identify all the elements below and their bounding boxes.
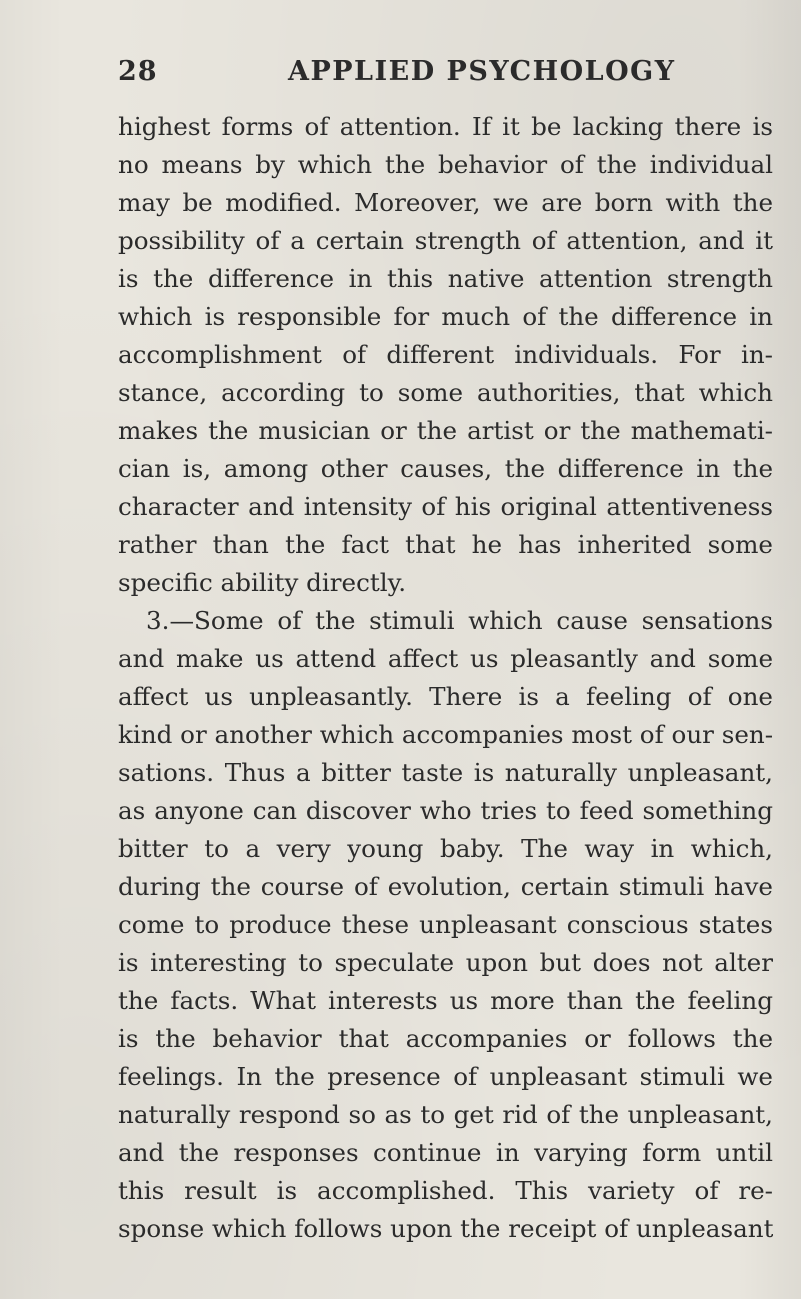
text-line: which is responsible for much of the difference in (118, 302, 773, 331)
text-line: rather than the fact that he has inherited some (118, 530, 773, 559)
text-line: highest forms of attention. If it be lacking there is (118, 112, 773, 141)
text-line: come to produce these unpleasant conscious states (118, 910, 773, 939)
text-line: and make us attend affect us pleasantly and some (118, 644, 773, 673)
text-line: affect us unpleasantly. There is a feeling of one (118, 682, 773, 711)
text-line: the facts. What interests us more than the feeling (118, 986, 773, 1015)
text-line: specific ability directly. (118, 568, 407, 597)
text-line: and the responses continue in varying form until (118, 1138, 773, 1167)
text-line: possibility of a certain strength of attention, and it (118, 226, 773, 255)
text-line: stance, according to some authorities, that which (118, 378, 773, 407)
text-line: is interesting to speculate upon but does not alter (118, 948, 773, 977)
text-line: naturally respond so as to get rid of the unpleasant, (118, 1100, 773, 1129)
text-line: character and intensity of his original attentiveness (118, 492, 773, 521)
text-line: during the course of evolution, certain stimuli have (118, 872, 773, 901)
running-title: APPLIED PSYCHOLOGY (288, 56, 676, 87)
text-line: sations. Thus a bitter taste is naturally unpleasant, (118, 758, 773, 787)
text-line: is the difference in this native attention strength (118, 264, 773, 293)
running-head (118, 52, 758, 92)
text-line: cian is, among other causes, the difference in the (118, 454, 773, 483)
text-line: kind or another which accompanies most of our sen- (118, 720, 773, 749)
text-line: as anyone can discover who tries to feed something (118, 796, 773, 825)
text-line: may be modified. Moreover, we are born with the (118, 188, 773, 217)
text-line: makes the musician or the artist or the mathemati- (118, 416, 773, 445)
text-line: bitter to a very young baby. The way in which, (118, 834, 773, 863)
text-line: no means by which the behavior of the individual (118, 150, 773, 179)
page-number: 28 (118, 56, 158, 87)
text-line: this result is accomplished. This variety of re- (118, 1176, 773, 1205)
body-text (118, 108, 773, 1248)
text-line: feelings. In the presence of unpleasant stimuli we (118, 1062, 773, 1091)
text-line: accomplishment of different individuals. For in- (118, 340, 773, 369)
text-line: sponse which follows upon the receipt of unpleasant (118, 1214, 773, 1243)
text-line: is the behavior that accompanies or follows the (118, 1024, 773, 1053)
text-line: 3.—Some of the stimuli which cause sensations (146, 606, 773, 635)
